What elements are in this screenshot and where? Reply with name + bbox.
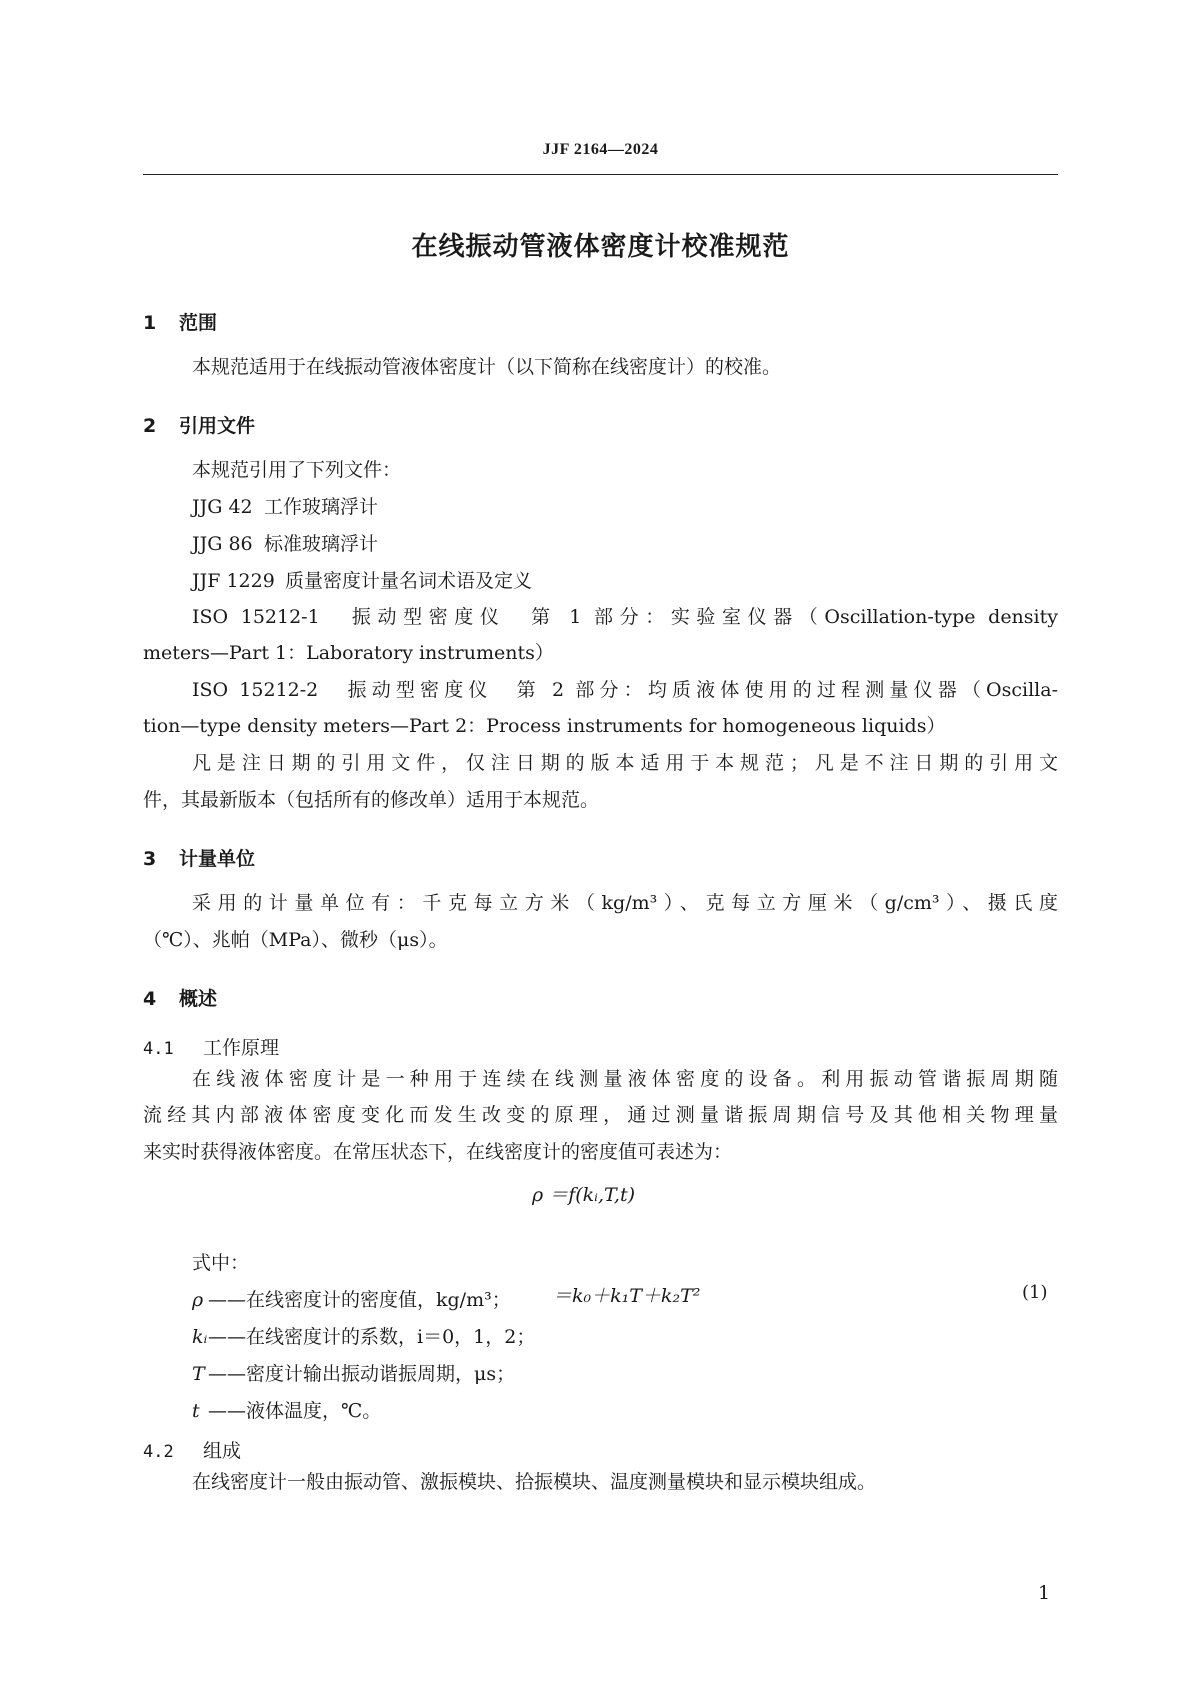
symbol: t bbox=[192, 1400, 200, 1422]
reference-item-cont: meters—Part 1：Laboratory instruments） bbox=[143, 642, 554, 664]
page-number: 1 bbox=[1038, 1582, 1051, 1604]
page-header bbox=[143, 141, 1058, 175]
symbol: kᵢ bbox=[192, 1326, 208, 1348]
subsection-number: 4.1 bbox=[143, 1039, 174, 1059]
reference-name: 标准玻璃浮计 bbox=[264, 533, 379, 555]
reference-item-cont: tion—type density meters—Part 2：Process instruments for homogeneous liquids） bbox=[143, 715, 946, 737]
subsection-4-1-heading bbox=[143, 1033, 279, 1060]
symbol-definition bbox=[192, 1291, 511, 1310]
paragraph: 在线液体密度计是一种用于连续在线测量液体密度的设备。利用振动管谐振周期随 bbox=[192, 1068, 1058, 1090]
paragraph: 本规范引用了下列文件： bbox=[192, 459, 402, 481]
reference-item: ISO 15212-1 振动型密度仪 第 1 部分：实验室仪器（Oscillation-type density bbox=[192, 606, 1058, 628]
reference-item bbox=[192, 535, 378, 554]
section-1-heading bbox=[143, 308, 217, 335]
standard-code: JJF 2164—2024 bbox=[542, 141, 659, 158]
paragraph: 本规范适用于在线振动管液体密度计（以下简称在线密度计）的校准。 bbox=[192, 356, 782, 378]
paragraph-cont: 来实时获得液体密度。在常压状态下，在线密度计的密度值可表述为： bbox=[143, 1141, 733, 1163]
definition-text: ——液体温度，℃。 bbox=[208, 1400, 382, 1422]
document-title: 在线振动管液体密度计校准规范 bbox=[411, 232, 790, 262]
section-4-heading bbox=[143, 984, 217, 1011]
section-number: 1 bbox=[143, 312, 157, 334]
paragraph-cont: （℃）、兆帕（MPa）、微秒（μs）。 bbox=[143, 929, 448, 951]
symbol-definition bbox=[192, 1365, 515, 1384]
reference-name: 质量密度计量名词术语及定义 bbox=[285, 570, 533, 592]
section-3-heading bbox=[143, 844, 255, 871]
subsection-number: 4.2 bbox=[143, 1442, 174, 1462]
section-number: 3 bbox=[143, 848, 157, 870]
paragraph: 在线密度计一般由振动管、激振模块、拾振模块、温度测量模块和显示模块组成。 bbox=[192, 1471, 877, 1493]
section-title: 引用文件 bbox=[179, 415, 256, 437]
definition-text: ——在线密度计的密度值，kg/m³； bbox=[208, 1289, 511, 1311]
formula-line-1: ρ ＝f(kᵢ,T,t) bbox=[532, 1184, 635, 1206]
subsection-4-2-heading bbox=[143, 1436, 241, 1463]
reference-item bbox=[192, 498, 378, 517]
reference-item: ISO 15212-2 振动型密度仪 第 2 部分：均质液体使用的过程测量仪器（Oscilla- bbox=[192, 679, 1058, 701]
section-number: 4 bbox=[143, 988, 157, 1010]
section-title: 计量单位 bbox=[179, 848, 256, 870]
reference-item bbox=[192, 572, 532, 591]
reference-name: 工作玻璃浮计 bbox=[264, 496, 379, 518]
definition-text: ——密度计输出振动谐振周期，μs； bbox=[208, 1363, 516, 1385]
section-title: 概述 bbox=[179, 988, 218, 1010]
subsection-title: 工作原理 bbox=[203, 1037, 280, 1059]
symbol-definition bbox=[192, 1402, 381, 1421]
reference-code: JJG 86 bbox=[192, 533, 253, 555]
symbol: ρ bbox=[192, 1289, 204, 1311]
formula-line-2: ＝k₀＋k₁T＋k₂T² bbox=[553, 1285, 701, 1307]
section-title: 范围 bbox=[179, 312, 218, 334]
symbol: T bbox=[192, 1363, 205, 1385]
symbol-definition bbox=[192, 1328, 535, 1347]
paragraph: 凡是注日期的引用文件，仅注日期的版本适用于本规范；凡是不注日期的引用文 bbox=[192, 752, 1058, 774]
where-label: 式中： bbox=[192, 1252, 250, 1274]
paragraph-cont: 流经其内部液体密度变化而发生改变的原理，通过测量谐振周期信号及其他相关物理量 bbox=[143, 1104, 1058, 1126]
header-rule bbox=[143, 174, 1058, 175]
subsection-title: 组成 bbox=[203, 1440, 242, 1462]
reference-code: JJF 1229 bbox=[192, 570, 275, 592]
equation-number: (1) bbox=[1022, 1282, 1048, 1303]
section-number: 2 bbox=[143, 415, 157, 437]
paragraph: 采用的计量单位有：千克每立方米（kg/m³）、克每立方厘米（g/cm³）、摄氏度 bbox=[192, 892, 1058, 914]
section-2-heading bbox=[143, 411, 255, 438]
reference-code: JJG 42 bbox=[192, 496, 253, 518]
paragraph-cont: 件，其最新版本（包括所有的修改单）适用于本规范。 bbox=[143, 789, 600, 811]
definition-text: ——在线密度计的系数，i＝0，1，2； bbox=[208, 1326, 536, 1348]
